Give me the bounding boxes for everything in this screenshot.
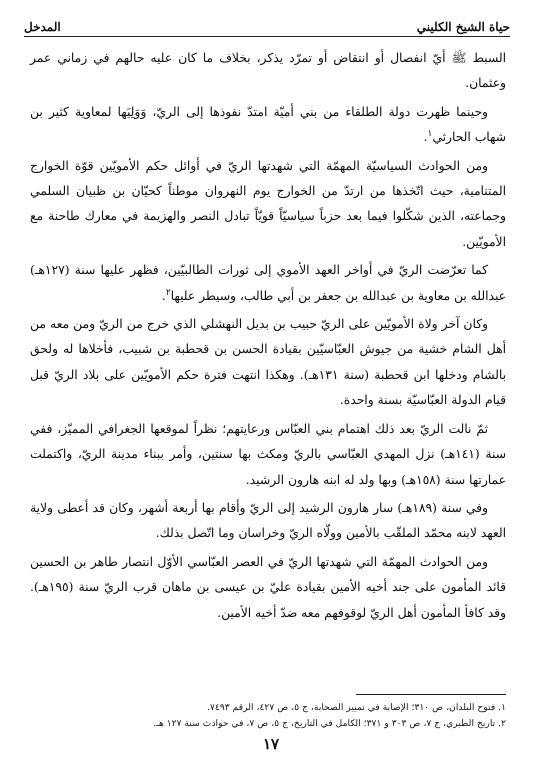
header-rule <box>24 36 510 37</box>
paragraph-5: وكان آخر ولاة الأمويّين على الريّ حبيب بن بديل النهشلي الذي خرج من الريّ ومن معه من أهل الشام خشية من جيوش العبّاسيّين بقيادة الحسن بن قحطبة بن شبيب، فأخلاها له ولحق بالشام ودخلها ابن قحطبة (سنة ١٣١هـ). وهكذا انتهت فترة حكم الأمويّين على بلاد الريّ قبل قيام الدولة العبّاسيّة بسنة واحدة. <box>30 317 506 408</box>
paragraph-6: ثمّ نالت الريّ بعد ذلك اهتمام بني العبّاس ورعايتهم؛ نظراً لموقعها الجغرافي المميّز، ففي سنة (١٤١هـ) نزل المهدي العبّاسي بالريّ ومكث بها سنتين، وأمر ببناء مدينة الريّ، واكتملت عمارتها سنة (١٥٨هـ) وبها ولد له ابنه هارون الرشيد. <box>30 421 506 487</box>
footnote-mark-1[interactable]: ١ <box>427 129 433 140</box>
footnote-1: ١. فتوح البلدان، ص ٣١٠؛ الإصابة في تمييز الصحابة، ج ٥، ص ٤٢٧، الرقم ٧٤٩٣. <box>207 702 506 713</box>
footnote-rule <box>356 694 506 695</box>
paragraph-2: وحينما ظهرت دولة الطلقاء من بني أميّة امتدّ نفوذها إلى الريّ، وَوَلِيَها لمعاوية كثير بن شهاب الحارثي$^١$. <box>30 104 506 145</box>
book-title: حياة الشيخ الكليني <box>416 20 510 34</box>
paragraph-7: وفي سنة (١٨٩هـ) سار هارون الرشيد إلى الريّ وأقام بها أربعة أشهر، وكان قد أعطى ولاية العهد لابنه محمّد الملقّب بالأمين وولّاه الريّ وخراسان وما اتّصل بذلك. <box>30 500 506 541</box>
running-header <box>24 12 510 34</box>
footnotes <box>30 700 506 732</box>
paragraph-4: كما تعرّضت الريّ في أواخر العهد الأموي إلى ثورات الطالبيّين، فظهر عليها سنة (١٢٧هـ) عبدالله بن معاوية بن عبدالله بن جعفر بن أبي طالب، وسيطر عليها$^٢$. <box>30 263 506 303</box>
page-number: ١٧ <box>262 735 280 753</box>
paragraph-8: ومن الحوادث المهمّة التي شهدتها الريّ في العصر العبّاسي الأوّل انتصار طاهر بن الحسين قائد المأمون على جند أخيه الأمين بقيادة عليّ بن عيسى بن ماهان قرب الريّ سنة (١٩٥هـ). وقد كافأ المأمون أهل الريّ لوقوفهم معه ضدّ أخيه الأمين. <box>30 554 506 620</box>
paragraph-1: السبط ﷺ أيّ انفصال أو انتقاض أو تمرّد يذكر، بخلاف ما كان عليه حالهم في زماني عمر وعثمان. <box>30 51 506 91</box>
section-title: المدخل <box>24 20 61 34</box>
body-text <box>30 46 506 626</box>
footnote-2: ٢. تاريخ الطبري، ج ٧، ص ٣٠٣ و ٣٧١؛ الكامل في التاريخ، ج ٥، ص ٧، في حوادث سنة ١٢٧ هـ. <box>153 718 506 729</box>
paragraph-3: ومن الحوادث السياسيّة المهمّة التي شهدتها الريّ في أوائل حكم الأمويّين قوّة الخوارج المتنامية، حيث اتّخذها من ارتدّ من الخوارج يوم النهروان موطناً كحيّان بن ظبيان السلمي وجماعته، الذين شكّلوا فيما بعد حزباً سياسيّاً قويّاً تبادل النصر والهزيمة في معارك طاحنة مع الأمويّين. <box>30 158 506 249</box>
footnote-mark-2[interactable]: ٢ <box>165 287 171 298</box>
